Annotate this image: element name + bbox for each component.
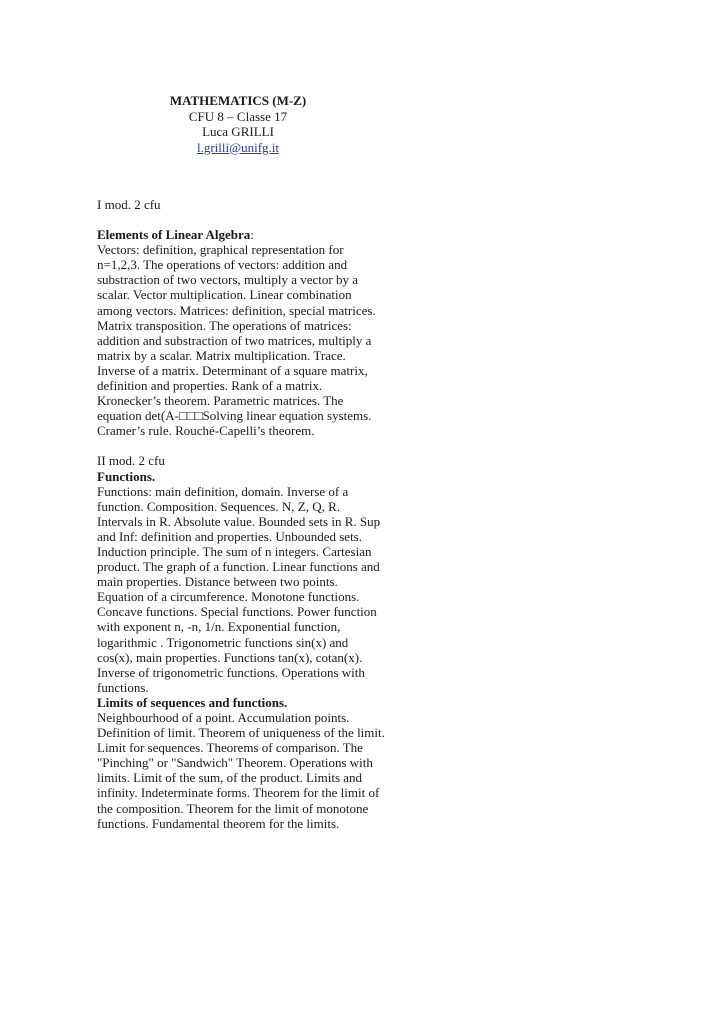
module-2-label: II mod. 2 cfu	[97, 453, 165, 469]
linear-algebra-colon: :	[250, 227, 254, 243]
linear-algebra-title: Elements of Linear Algebra	[97, 227, 251, 243]
linear-algebra-text: Vectors: definition, graphical representation for n=1,2,3. The operations of vectors: addition and substraction of two vectors, multiply a vector by a scalar. Vector multiplication. Linear combination among vectors. Matrices: definition, special matrices. Matrix transposition. The operations of matrices: addition and substraction of two matrices, multiply a matrix by a scalar. Matrix multiplication. Trace. Inverse of a matrix. Determinant of a square matrix, definition and properties. Rank of a matrix. Kronecker’s theorem. Parametric matrices. The equation det(A-□□□Solving linear equation systems. Cramer’s rule. Rouché-Capelli’s theorem.	[97, 242, 376, 439]
cfu-line: CFU 8 – Classe 17	[188, 108, 288, 124]
functions-text: Functions: main definition, domain. Inverse of a function. Composition. Sequences. N, Z, Q, R. Intervals in R. Absolute value. Bounded sets in R. Sup and Inf: definition and properties. Unbounded sets. Induction principle. The sum of n integers. Cartesian product. The graph of a function. Linear functions and main properties. Distance between two points. Equation of a circumference. Monotone functions. Concave functions. Special functions. Power function with exponent n, -n, 1/n. Exponential function, logarithmic . Trigonometric functions sin(x) and cos(x), main properties. Functions tan(x), cotan(x). Inverse of trigonometric functions. Operations with functions.	[97, 483, 381, 695]
course-title: MATHEMATICS (M-Z)	[169, 93, 307, 108]
functions-title: Functions.	[97, 468, 156, 484]
limits-title: Limits of sequences and functions.	[97, 694, 288, 710]
teacher-name: Luca GRILLI	[202, 124, 274, 139]
module-1-label: I mod. 2 cfu	[97, 197, 161, 212]
limits-text: Neighbourhood of a point. Accumulation points. Definition of limit. Theorem of uniqueness of the limit. Limit for sequences. Theorems of comparison. The "Pinching" or "Sandwich" Theorem. Operations with limits. Limit of the sum, of the product. Limits and infinity. Indeterminate forms. Theorem for the limit of the composition. Theorem for the limit of monotone functions. Fundamental theorem for the limits.	[97, 710, 385, 831]
syllabus-body	[97, 197, 387, 831]
course-header	[140, 93, 336, 155]
email-link[interactable]: l.grilli@unifg.it	[196, 139, 280, 155]
linear-algebra-heading	[97, 227, 387, 242]
